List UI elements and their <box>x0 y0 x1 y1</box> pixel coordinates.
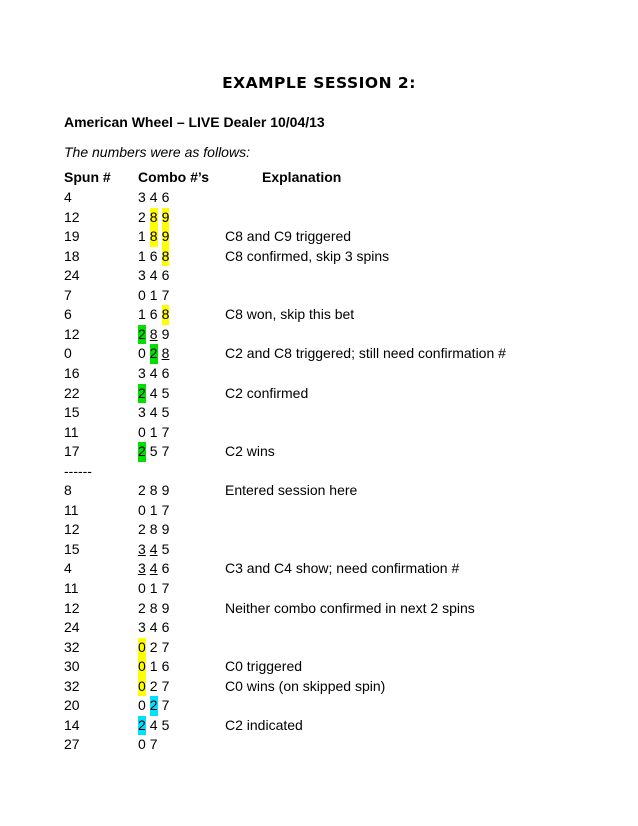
combo-digit: 3 <box>138 189 146 205</box>
spun-number: 30 <box>64 658 80 675</box>
combo-numbers <box>138 481 169 501</box>
explanation-text: C0 wins (on skipped spin) <box>225 677 386 694</box>
spun-number: 12 <box>64 521 80 538</box>
table-row <box>0 579 638 599</box>
combo-numbers <box>138 305 169 325</box>
intro-text: The numbers were as follows: <box>64 144 250 160</box>
spun-number: 24 <box>64 267 80 284</box>
table-row <box>0 403 638 423</box>
spun-number: 12 <box>64 599 80 616</box>
combo-digit: 4 <box>149 189 158 205</box>
spun-number: 14 <box>64 716 80 733</box>
spun-number: 6 <box>64 306 72 323</box>
combo-digit: 3 <box>138 267 146 284</box>
combo-numbers <box>138 227 169 247</box>
combo-numbers <box>138 520 169 540</box>
explanation-text: C8 confirmed, skip 3 spins <box>225 247 390 264</box>
explanation-text: C3 and C4 show; need confirmation # <box>225 560 460 577</box>
spun-number: 8 <box>64 482 72 499</box>
combo-digit: 6 <box>149 247 158 264</box>
combo-digit: 7 <box>161 286 170 303</box>
combo-digit: 1 <box>149 658 158 675</box>
table-row <box>0 442 638 462</box>
combo-digit: 3 <box>138 560 146 577</box>
explanation-text: Entered session here <box>225 482 358 499</box>
combo-digit: 4 <box>149 560 158 577</box>
combo-digit: 6 <box>161 658 170 675</box>
table-row <box>0 208 638 228</box>
combo-digit: 0 <box>138 638 146 658</box>
explanation-text: Neither combo confirmed in next 2 spins <box>225 599 475 616</box>
combo-digit: 3 <box>138 619 146 636</box>
combo-digit: 5 <box>161 540 170 557</box>
spun-number: 11 <box>64 501 79 518</box>
combo-numbers <box>138 364 169 384</box>
combo-numbers <box>138 540 169 560</box>
table-row <box>0 677 638 697</box>
spun-number: 12 <box>64 325 80 342</box>
table-row <box>0 384 638 404</box>
spun-number: 17 <box>64 443 80 460</box>
combo-digit: 9 <box>161 599 170 616</box>
combo-digit: 8 <box>149 521 158 538</box>
combo-digit: 6 <box>161 267 170 284</box>
combo-digit: 8 <box>149 599 158 616</box>
table-row <box>0 520 638 540</box>
combo-digit: 9 <box>161 521 170 538</box>
combo-digit: 6 <box>161 364 170 381</box>
table-row <box>0 188 638 208</box>
explanation-text: C2 wins <box>225 443 275 460</box>
header-spun: Spun # <box>64 169 111 185</box>
table-row <box>0 638 638 658</box>
combo-digit: 1 <box>149 423 158 440</box>
combo-numbers <box>138 638 169 658</box>
combo-digit: 7 <box>161 501 170 518</box>
combo-digit: 1 <box>138 228 146 245</box>
combo-digit: 7 <box>161 677 170 694</box>
combo-digit: 2 <box>138 482 146 499</box>
table-row <box>0 481 638 501</box>
spun-number: 27 <box>64 736 80 753</box>
combo-digit: 8 <box>161 345 170 362</box>
combo-digit: 3 <box>138 540 146 557</box>
session-subtitle: American Wheel – LIVE Dealer 10/04/13 <box>64 114 325 130</box>
combo-digit: 7 <box>161 580 170 596</box>
spun-number: ------ <box>64 462 92 479</box>
combo-digit: 1 <box>149 580 158 596</box>
combo-digit: 8 <box>150 208 158 228</box>
table-row <box>0 540 638 560</box>
combo-digit: 9 <box>161 325 170 342</box>
combo-digit: 9 <box>161 482 170 499</box>
spun-number: 19 <box>64 228 80 245</box>
table-header <box>0 168 638 188</box>
combo-digit: 4 <box>149 716 158 733</box>
table-row <box>0 423 638 443</box>
spun-number: 32 <box>64 677 80 694</box>
combo-numbers <box>138 403 169 423</box>
spun-number: 15 <box>64 540 80 557</box>
combo-numbers <box>138 618 169 638</box>
combo-numbers <box>138 344 169 364</box>
combo-numbers <box>138 657 169 677</box>
spun-number: 4 <box>64 189 72 205</box>
explanation-text: C8 won, skip this bet <box>225 306 355 323</box>
spun-number: 11 <box>64 423 79 440</box>
combo-digit: 7 <box>161 638 170 655</box>
header-explanation: Explanation <box>262 169 342 185</box>
combo-numbers <box>138 501 169 521</box>
table-row <box>0 696 638 716</box>
table-row <box>0 735 638 755</box>
combo-digit: 0 <box>138 677 146 697</box>
combo-digit: 8 <box>162 247 170 267</box>
explanation-text: C2 confirmed <box>225 384 309 401</box>
table-row <box>0 227 638 247</box>
combo-numbers <box>138 559 169 579</box>
combo-digit: 2 <box>138 521 146 538</box>
combo-digit: 9 <box>162 227 170 247</box>
combo-digit: 0 <box>138 423 146 440</box>
combo-digit: 2 <box>138 716 146 736</box>
table-row <box>0 286 638 306</box>
table-row <box>0 462 638 482</box>
spun-number: 0 <box>64 345 72 362</box>
combo-digit: 0 <box>138 697 146 714</box>
combo-numbers <box>138 384 169 404</box>
combo-digit: 2 <box>138 208 146 225</box>
combo-digit: 0 <box>138 501 146 518</box>
combo-digit: 1 <box>138 306 146 323</box>
combo-digit: 1 <box>138 247 146 264</box>
table-row <box>0 266 638 286</box>
combo-numbers <box>138 579 169 599</box>
combo-digit: 2 <box>149 677 158 694</box>
combo-digit: 8 <box>149 325 158 342</box>
combo-digit: 2 <box>138 325 146 345</box>
spun-number: 7 <box>64 286 72 303</box>
combo-digit: 6 <box>161 560 170 577</box>
table-row <box>0 364 638 384</box>
spun-number: 24 <box>64 619 80 636</box>
combo-digit: 4 <box>149 619 158 636</box>
page-title: EXAMPLE SESSION 2: <box>222 74 416 92</box>
table-row <box>0 325 638 345</box>
combo-digit: 5 <box>161 404 170 421</box>
spun-number: 18 <box>64 247 80 264</box>
combo-numbers <box>138 677 169 697</box>
combo-digit: 1 <box>149 286 158 303</box>
combo-digit: 2 <box>138 442 146 462</box>
table-row <box>0 247 638 267</box>
table-row <box>0 305 638 325</box>
table-row <box>0 657 638 677</box>
combo-digit: 4 <box>149 404 158 421</box>
combo-numbers <box>138 735 158 755</box>
spun-number: 20 <box>64 697 80 714</box>
spun-number: 12 <box>64 208 80 225</box>
combo-numbers <box>138 247 169 267</box>
combo-digit: 8 <box>150 227 158 247</box>
combo-digit: 7 <box>161 697 170 714</box>
spun-number: 4 <box>64 560 72 577</box>
combo-digit: 7 <box>161 423 170 440</box>
combo-digit: 7 <box>161 443 170 460</box>
combo-digit: 2 <box>138 384 146 404</box>
combo-digit: 7 <box>149 736 158 753</box>
explanation-text: C8 and C9 triggered <box>225 228 352 245</box>
combo-numbers <box>138 188 169 208</box>
spun-number: 15 <box>64 404 80 421</box>
combo-digit: 4 <box>149 267 158 284</box>
combo-numbers <box>138 442 169 462</box>
spun-number: 16 <box>64 364 80 381</box>
combo-numbers <box>138 286 169 306</box>
combo-digit: 2 <box>150 696 158 716</box>
combo-digit: 9 <box>162 208 170 228</box>
explanation-text: C0 triggered <box>225 658 303 675</box>
combo-digit: 6 <box>149 306 158 323</box>
table-row <box>0 559 638 579</box>
combo-digit: 2 <box>138 599 146 616</box>
table-row <box>0 618 638 638</box>
combo-digit: 4 <box>149 540 158 557</box>
combo-numbers <box>138 325 169 345</box>
combo-digit: 0 <box>138 657 146 677</box>
combo-digit: 5 <box>161 716 170 733</box>
table-row <box>0 501 638 521</box>
combo-digit: 8 <box>149 482 158 499</box>
table-row <box>0 599 638 619</box>
spun-number: 11 <box>64 580 79 596</box>
combo-digit: 0 <box>138 286 146 303</box>
combo-digit: 0 <box>138 580 146 596</box>
combo-digit: 6 <box>161 619 170 636</box>
table-row <box>0 344 638 364</box>
combo-digit: 5 <box>149 443 158 460</box>
combo-numbers <box>138 208 169 228</box>
combo-numbers <box>138 266 169 286</box>
combo-digit: 0 <box>138 345 146 362</box>
combo-digit: 5 <box>161 384 170 401</box>
explanation-text: C2 indicated <box>225 716 303 733</box>
combo-digit: 2 <box>150 344 158 364</box>
combo-digit: 6 <box>161 189 170 205</box>
combo-numbers <box>138 716 169 736</box>
combo-numbers <box>138 423 169 443</box>
explanation-text: C2 and C8 triggered; still need confirmation # <box>225 345 506 362</box>
header-combo: Combo #’s <box>138 169 210 185</box>
combo-digit: 8 <box>162 305 170 325</box>
combo-numbers <box>138 599 169 619</box>
combo-digit: 0 <box>138 736 146 753</box>
combo-digit: 4 <box>149 364 158 381</box>
combo-digit: 4 <box>149 384 158 401</box>
combo-digit: 3 <box>138 364 146 381</box>
combo-digit: 3 <box>138 404 146 421</box>
spun-number: 32 <box>64 638 80 655</box>
spun-number: 22 <box>64 384 80 401</box>
table-row <box>0 716 638 736</box>
combo-numbers <box>138 696 169 716</box>
combo-digit: 1 <box>149 501 158 518</box>
combo-digit: 2 <box>149 638 158 655</box>
